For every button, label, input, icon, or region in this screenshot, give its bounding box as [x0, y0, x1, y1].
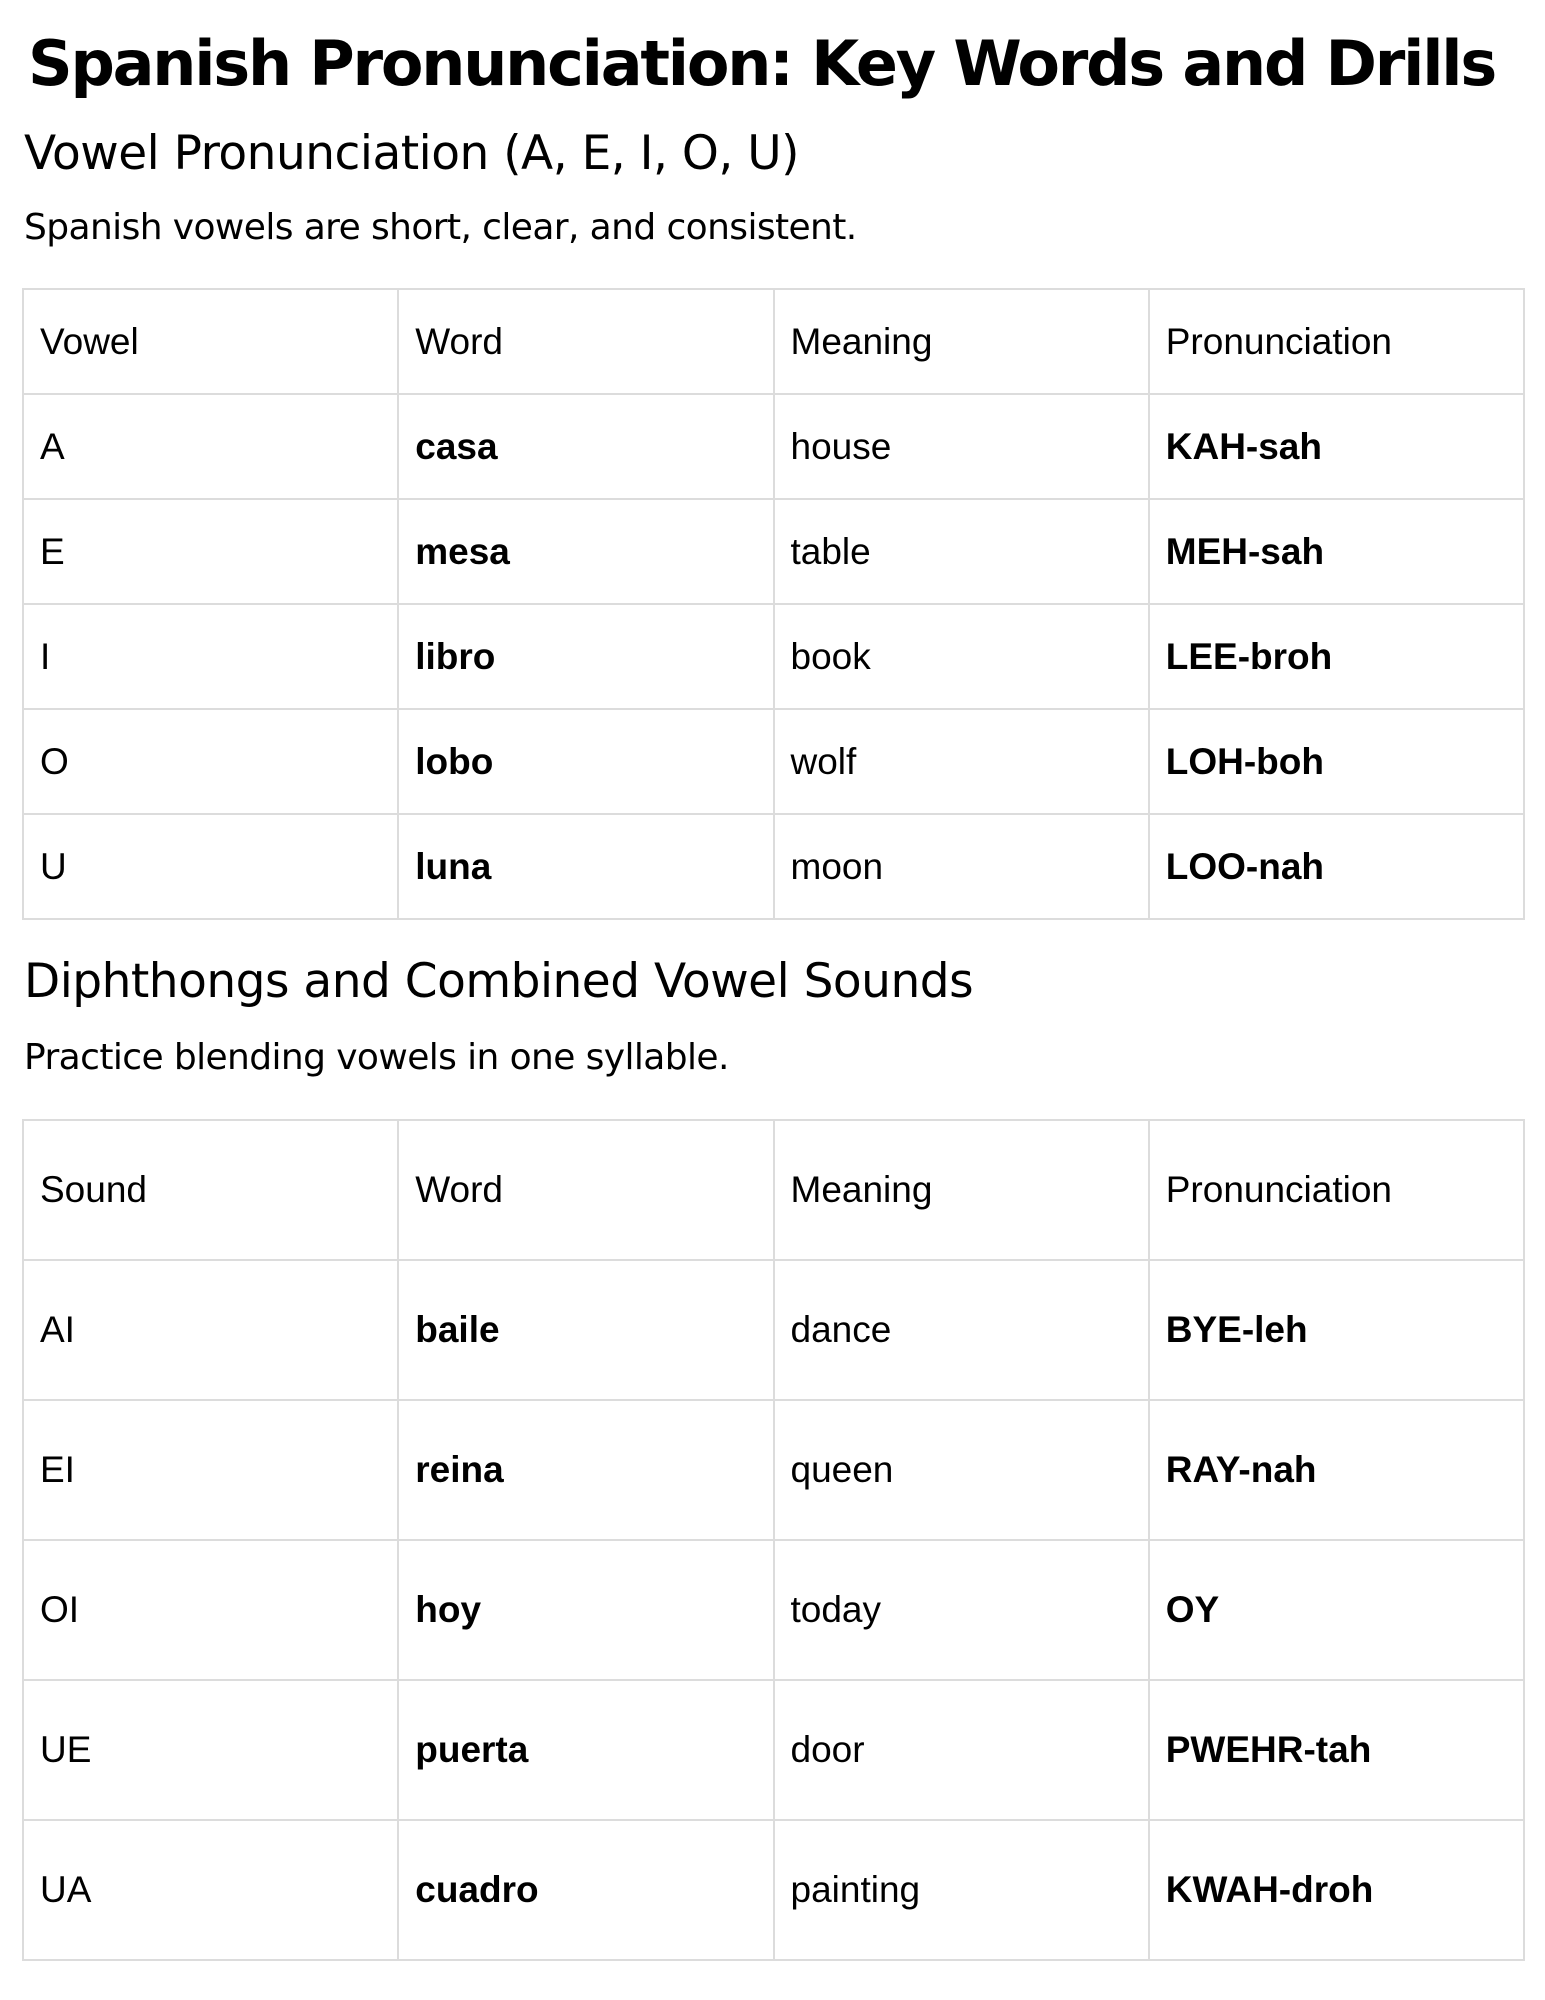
column-header: Sound [23, 1120, 398, 1260]
diphthong-table [22, 1119, 1525, 1961]
vowel-cell: I [23, 604, 398, 709]
vowel-table [22, 288, 1525, 920]
meaning-cell: book [774, 604, 1149, 709]
pronunciation-cell: RAY-nah [1149, 1400, 1524, 1540]
section-heading-diphthongs: Diphthongs and Combined Vowel Sounds [24, 954, 974, 1009]
page-title: Spanish Pronunciation: Key Words and Drills [28, 27, 1496, 100]
word-cell: hoy [398, 1540, 773, 1680]
pronunciation-cell: PWEHR-tah [1149, 1680, 1524, 1820]
word-cell: cuadro [398, 1820, 773, 1960]
word-cell: libro [398, 604, 773, 709]
meaning-cell: door [774, 1680, 1149, 1820]
pronunciation-cell: LEE-broh [1149, 604, 1524, 709]
word-cell: luna [398, 814, 773, 919]
table-row [23, 709, 1524, 814]
word-cell: lobo [398, 709, 773, 814]
section-subtitle-diphthongs: Practice blending vowels in one syllable. [24, 1037, 729, 1078]
meaning-cell: painting [774, 1820, 1149, 1960]
sound-cell: OI [23, 1540, 398, 1680]
word-cell: puerta [398, 1680, 773, 1820]
pronunciation-cell: KAH-sah [1149, 394, 1524, 499]
column-header: Pronunciation [1149, 1120, 1524, 1260]
table-row [23, 394, 1524, 499]
meaning-cell: dance [774, 1260, 1149, 1400]
pronunciation-cell: BYE-leh [1149, 1260, 1524, 1400]
pronunciation-cell: MEH-sah [1149, 499, 1524, 604]
column-header: Meaning [774, 289, 1149, 394]
meaning-cell: moon [774, 814, 1149, 919]
sound-cell: UA [23, 1820, 398, 1960]
sound-cell: EI [23, 1400, 398, 1540]
word-cell: baile [398, 1260, 773, 1400]
section-heading-vowels: Vowel Pronunciation (A, E, I, O, U) [24, 126, 800, 181]
word-cell: mesa [398, 499, 773, 604]
table-header-row [23, 289, 1524, 394]
column-header: Meaning [774, 1120, 1149, 1260]
column-header: Pronunciation [1149, 289, 1524, 394]
pronunciation-cell: LOO-nah [1149, 814, 1524, 919]
vowel-cell: U [23, 814, 398, 919]
meaning-cell: wolf [774, 709, 1149, 814]
table-row [23, 499, 1524, 604]
sound-cell: AI [23, 1260, 398, 1400]
column-header: Word [398, 1120, 773, 1260]
table-row [23, 1820, 1524, 1960]
column-header: Word [398, 289, 773, 394]
table-row [23, 814, 1524, 919]
table-row [23, 1400, 1524, 1540]
table-row [23, 1260, 1524, 1400]
pronunciation-cell: LOH-boh [1149, 709, 1524, 814]
pronunciation-cell: KWAH-droh [1149, 1820, 1524, 1960]
vowel-cell: A [23, 394, 398, 499]
table-row [23, 604, 1524, 709]
table-row [23, 1680, 1524, 1820]
pronunciation-cell: OY [1149, 1540, 1524, 1680]
meaning-cell: queen [774, 1400, 1149, 1540]
meaning-cell: today [774, 1540, 1149, 1680]
table-header-row [23, 1120, 1524, 1260]
section-subtitle-vowels: Spanish vowels are short, clear, and consistent. [24, 207, 857, 248]
word-cell: casa [398, 394, 773, 499]
table-row [23, 1540, 1524, 1680]
column-header: Vowel [23, 289, 398, 394]
vowel-cell: E [23, 499, 398, 604]
sound-cell: UE [23, 1680, 398, 1820]
meaning-cell: table [774, 499, 1149, 604]
meaning-cell: house [774, 394, 1149, 499]
vowel-cell: O [23, 709, 398, 814]
word-cell: reina [398, 1400, 773, 1540]
